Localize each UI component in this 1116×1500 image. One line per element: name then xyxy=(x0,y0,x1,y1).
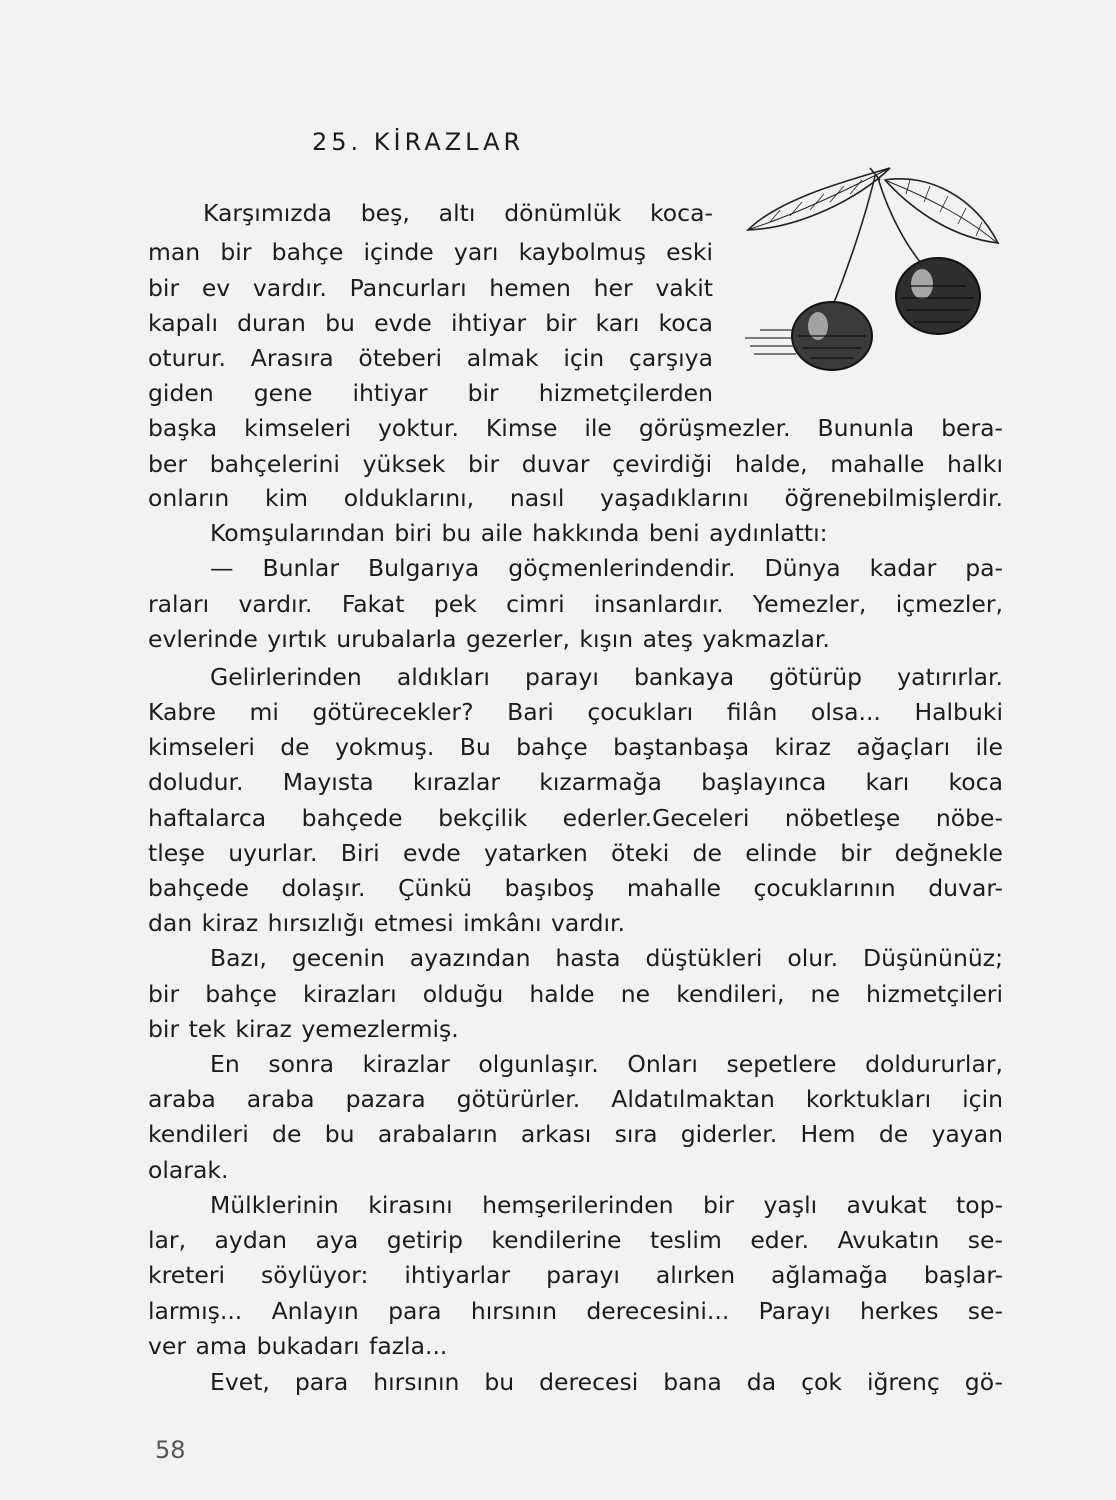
paragraph-line: man bir bahçe içinde yarı kaybolmuş eski xyxy=(148,238,713,266)
cherry-right xyxy=(896,258,980,334)
paragraph-line: dan kiraz hırsızlığı etmesi imkânı vardır. xyxy=(148,909,626,937)
cherry-left xyxy=(745,302,872,370)
paragraph-line: bahçede dolaşır. Çünkü başıboş mahalle çocuklarının duvar- xyxy=(148,874,1003,902)
page-number: 58 xyxy=(155,1436,186,1464)
paragraph-line: En sonra kirazlar olgunlaşır. Onları sepetlere doldururlar, xyxy=(210,1050,1003,1078)
paragraph-line: bir ev vardır. Pancurları hemen her vakit xyxy=(148,274,713,302)
stem-right xyxy=(878,178,925,268)
paragraph-line: evlerinde yırtık urubalarla gezerler, kışın ateş yakmazlar. xyxy=(148,625,830,653)
paragraph-line: tleşe uyurlar. Biri evde yatarken öteki de elinde bir değnekle xyxy=(148,839,1003,867)
paragraph-line: kapalı duran bu evde ihtiyar bir karı koca xyxy=(148,309,713,337)
paragraph-line: bir tek kiraz yemezlermiş. xyxy=(148,1015,459,1043)
paragraph-line: Bazı, gecenin ayazından hasta düştükleri olur. Düşününüz; xyxy=(210,944,1003,972)
paragraph-line: — Bunlar Bulgarıya göçmenlerindendir. Dünya kadar pa- xyxy=(210,554,1003,582)
cherries-illustration xyxy=(740,158,1015,388)
paragraph-line: oturur. Arasıra öteberi almak için çarşıya xyxy=(148,344,713,372)
paragraph-line: Kabre mi götürecekler? Bari çocukları filân olsa... Halbuki xyxy=(148,698,1003,726)
paragraph-line: Gelirlerinden aldıkları parayı bankaya götürüp yatırırlar. xyxy=(210,663,1003,691)
paragraph-line: ber bahçelerini yüksek bir duvar çevirdiği halde, mahalle halkı xyxy=(148,450,1003,478)
paragraph-line: Mülklerinin kirasını hemşerilerinden bir yaşlı avukat top- xyxy=(210,1191,1003,1219)
paragraph-line: Komşularından biri bu aile hakkında beni aydınlattı: xyxy=(210,519,828,547)
paragraph-line: onların kim olduklarını, nasıl yaşadıklarını öğrenebilmişlerdir. xyxy=(148,484,1003,512)
paragraph-line: araba araba pazara götürürler. Aldatılmaktan korktukları için xyxy=(148,1085,1003,1113)
paragraph-line: haftalarca bahçede bekçilik ederler.Geceleri nöbetleşe nöbe- xyxy=(148,804,1003,832)
paragraph-line: raları vardır. Fakat pek cimri insanlardır. Yemezler, içmezler, xyxy=(148,590,1003,618)
paragraph-line: Evet, para hırsının bu derecesi bana da çok iğrenç gö- xyxy=(210,1368,1003,1396)
paragraph-line: lar, aydan aya getirip kendilerine teslim eder. Avukatın se- xyxy=(148,1226,1003,1254)
paragraph-line: giden gene ihtiyar bir hizmetçilerden xyxy=(148,379,713,407)
paragraph-line: Karşımızda beş, altı dönümlük koca- xyxy=(203,199,713,227)
paragraph-line: olarak. xyxy=(148,1156,229,1184)
paragraph-line: başka kimseleri yoktur. Kimse ile görüşmezler. Bununla bera- xyxy=(148,414,1003,442)
chapter-title: 25. KİRAZLAR xyxy=(312,128,525,156)
paragraph-line: larmış... Anlayın para hırsının derecesini... Parayı herkes se- xyxy=(148,1297,1003,1325)
paragraph-line: kendileri de bu arabaların arkası sıra giderler. Hem de yayan xyxy=(148,1120,1003,1148)
paragraph-line: kimseleri de yokmuş. Bu bahçe baştanbaşa kiraz ağaçları ile xyxy=(148,733,1003,761)
paragraph-line: bir bahçe kirazları olduğu halde ne kendileri, ne hizmetçileri xyxy=(148,980,1003,1008)
paragraph-line: ver ama bukadarı fazla... xyxy=(148,1332,448,1360)
paragraph-line: kreteri söylüyor: ihtiyarlar parayı alırken ağlamağa başlar- xyxy=(148,1261,1003,1289)
paragraph-line: doludur. Mayısta kırazlar kızarmağa başlayınca karı koca xyxy=(148,768,1003,796)
